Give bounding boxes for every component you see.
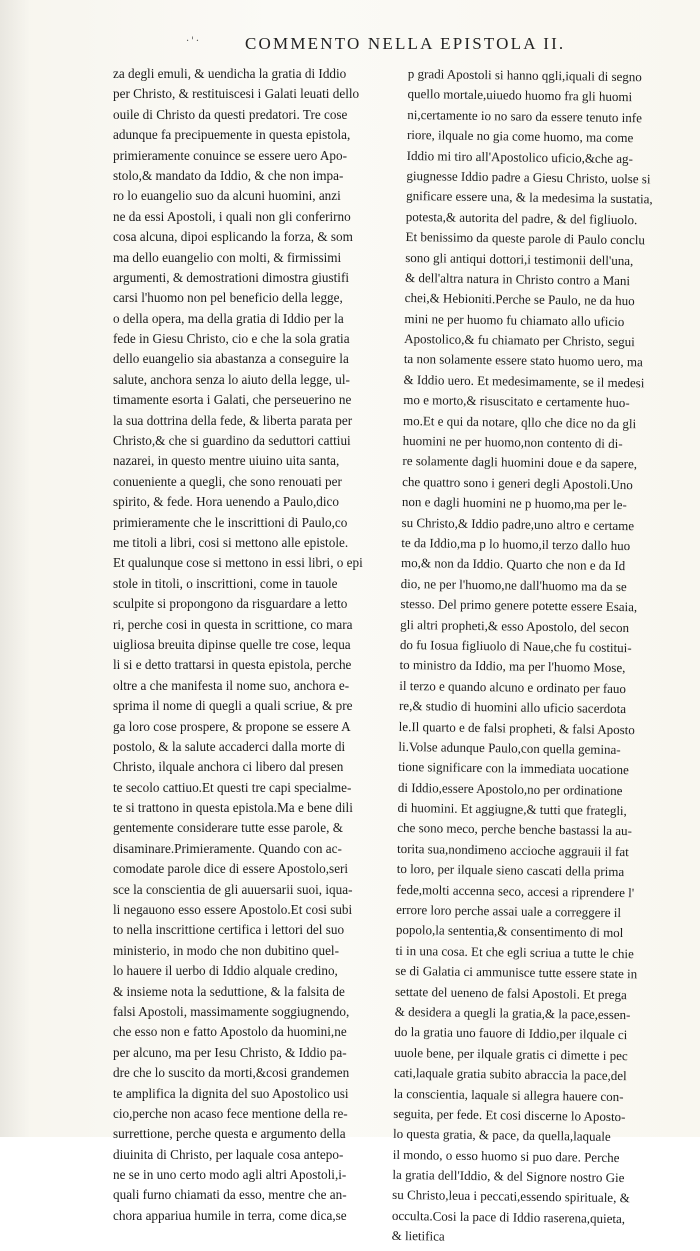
text-line: su Christo,leua i peccati,essendo spirituale, & bbox=[392, 1187, 630, 1206]
text-line: chei,& Hebioniti.Perche se Paulo, ne da huo bbox=[404, 290, 635, 309]
text-line: postolo, & la salute accaderci dalla morte di bbox=[113, 738, 346, 754]
text-line: di huomini. Et aggiugne,& tutti que frategli, bbox=[397, 799, 627, 819]
text-line: li negauono esso essere Apostolo.Et cosi subi bbox=[113, 902, 353, 918]
text-line: timamente esorta i Galati, che perseuerino ne bbox=[113, 392, 352, 408]
margin-mark: ·'· bbox=[186, 36, 202, 47]
text-line: do fu Iosua figliuolo di Naue,che fu costitui- bbox=[399, 636, 632, 656]
text-line: disaminare.Primieramente. Quando con ac- bbox=[113, 840, 342, 856]
text-line: la conscientia, laquale si allegra hauere con- bbox=[393, 1085, 624, 1104]
text-line: dio, ne per l'huomo,ne dall'huomo ma da se bbox=[400, 575, 627, 594]
text-line: quali furno chiamati da esso, mentre che an- bbox=[113, 1187, 347, 1203]
right-text-column bbox=[391, 64, 691, 1251]
text-line: dre che lo suscito da morti,&cosi grandemen bbox=[113, 1065, 350, 1081]
text-line: ri, perche cosi in questa in scrittione, co mara bbox=[113, 616, 353, 632]
text-line: & desidera a quegli la gratia,& la pace,essen- bbox=[394, 1003, 631, 1023]
text-line: uuole bene, per ilquale gratis ci dimette i pec bbox=[394, 1044, 628, 1063]
text-line: riore, ilquale no gia come huomo, ma come bbox=[406, 127, 634, 146]
text-line: di Iddio,essere Apostolo,no per ordinatione bbox=[397, 779, 623, 798]
text-line: la sua dottrina della fede, & liberta parata per bbox=[113, 412, 353, 428]
text-line: salute, anchora senza lo aiuto della legge, ul- bbox=[113, 371, 350, 387]
text-line: tione significare con la immediata uocatione bbox=[398, 759, 629, 778]
text-line: fede in Giesu Christo, cio e che la sola gratia bbox=[113, 331, 350, 347]
text-line: carsi l'huomo non pel beneficio della legge, bbox=[113, 290, 343, 306]
text-line: non e dagli huomini ne p huomo,ma per le- bbox=[401, 494, 627, 513]
text-line: cati,laquale gratia subito abraccia la pace,del bbox=[393, 1065, 627, 1084]
text-line: Et qualunque cose si mettono in essi libri, o epi bbox=[113, 555, 363, 571]
text-line: nazarei, in questo mentre uiuino uita santa, bbox=[113, 453, 340, 469]
text-line: stesso. Del primo genere potette essere Esaia, bbox=[400, 596, 638, 615]
text-line: stolo,& mandato da Iddio, & che non impa- bbox=[113, 167, 344, 183]
running-head: COMMENTO NELLA EPISTOLA II. bbox=[245, 34, 566, 53]
text-line: primieramente che le inscrittioni di Paulo,co bbox=[113, 514, 348, 530]
text-line: mo e morto,& risuscitato e certamente huo- bbox=[403, 392, 630, 411]
text-line: te secolo cattiuo.Et questi tre capi specialme- bbox=[113, 779, 352, 795]
text-line: mo,& non da Iddio. Quarto che non e da Id bbox=[400, 555, 626, 574]
text-line: p gradi Apostoli si hanno qgli,iquali di segno bbox=[407, 65, 642, 85]
text-line: chora appariua humile in terra, come dica,se bbox=[113, 1207, 347, 1223]
text-line: & dell'altra natura in Christo contro a Mani bbox=[404, 269, 631, 289]
text-line: argumenti, & demostrationi dimostra giustifi bbox=[113, 269, 350, 285]
text-line: mo.Et e qui da notare, qllo che dice no da gli bbox=[402, 412, 637, 431]
text-line: stole in titoli, o inscrittioni, come in tauole bbox=[113, 575, 338, 591]
text-line: do la gratia uno fauore di Iddio,per ilquale ci bbox=[394, 1024, 628, 1043]
gutter-shadow bbox=[0, 0, 30, 1137]
text-line: ro lo euangelio suo da alcuni huomini, anzi bbox=[113, 188, 341, 204]
text-line: ga loro cose prospere, & propone se essere A bbox=[113, 718, 351, 734]
text-line: lo questa gratia, & pace, da quella,laquale bbox=[392, 1126, 611, 1145]
text-line: che esso non e fatto Apostolo da huomini,ne bbox=[113, 1024, 347, 1040]
text-line: sculpite si propongono da risguardare a letto bbox=[113, 596, 348, 612]
text-line: fede,molti accenna seco, accesi a riprendere l' bbox=[396, 881, 635, 900]
text-line: se di Galatia ci ammunisce tutte essere state in bbox=[395, 963, 638, 982]
text-line: te amplifica la dignita del suo Apostolico usi bbox=[113, 1085, 349, 1101]
text-line: to loro, per ilquale sieno cascati della prima bbox=[396, 861, 625, 880]
text-line: sprima il nome di quegli a quali scriue, & pre bbox=[113, 698, 353, 714]
text-line: dello euangelio sia abastanza a conseguire la bbox=[113, 351, 349, 367]
text-line: diuinita di Christo, per laquale cosa antepo- bbox=[113, 1146, 344, 1162]
text-line: ta non solamente essere stato huomo uero, ma bbox=[403, 351, 643, 370]
text-line: settate del ueneno de falsi Apostoli. Et prega bbox=[394, 983, 627, 1002]
text-line: primieramente conuince se essere uero Apo- bbox=[113, 147, 347, 163]
text-line: ouile di Christo da questi predatori. Tre cose bbox=[113, 106, 348, 122]
text-line: ni,certamente io no saro da essere tenuto infe bbox=[407, 106, 643, 126]
text-line: occulta.Cosi la pace di Iddio raserena,quieta, bbox=[391, 1207, 626, 1227]
text-line: il mondo, o esso huomo si puo dare. Perche bbox=[392, 1146, 620, 1165]
text-line: spirito, & fede. Hora uenendo a Paulo,dico bbox=[113, 494, 339, 510]
text-line: cosa alcuna, dipoi esplicando la forza, & som bbox=[113, 229, 353, 245]
text-line: Apostolico,& fu chiamato per Christo, segui bbox=[404, 331, 635, 350]
text-line: potesta,& autorita del padre, & del figliuolo. bbox=[405, 208, 638, 227]
text-line: gli altri propheti,& esso Apostolo, del secon bbox=[400, 616, 630, 635]
text-line: te da Iddio,ma p lo huomo,il terzo dallo huo bbox=[401, 534, 631, 554]
text-line: & insieme nota la seduttione, & la falsita de bbox=[113, 983, 345, 999]
text-line: ma dello euangelio con molti, & firmissimi bbox=[113, 249, 342, 265]
text-line: gentemente considerare tutte esse parole, & bbox=[113, 820, 343, 836]
text-line: oltre a che manifesta il nome suo, anchora e- bbox=[113, 677, 350, 693]
text-line: & lietifica bbox=[391, 1228, 445, 1244]
text-line: il terzo e quando alcuno e ordinato per fauo bbox=[399, 677, 627, 696]
text-line: surrettione, perche questa e argumento della bbox=[113, 1126, 346, 1142]
text-line: & Iddio uero. Et medesimamente, se il medesi bbox=[403, 371, 645, 391]
text-line: torita sua,nondimeno accioche aggrauii il fat bbox=[396, 840, 629, 860]
text-line: re,& studio di huomini allo uficio sacerdota bbox=[398, 698, 627, 717]
text-line: comodate parole dice di essere Apostolo,seri bbox=[113, 861, 349, 877]
text-line: errore loro perche assai uale a correggere il bbox=[396, 901, 622, 921]
text-line: sce la conscientia de gli auuersarii suoi, iqua- bbox=[113, 881, 353, 897]
text-line: Iddio mi tiro all'Apostolico uficio,&che ag- bbox=[406, 147, 633, 166]
text-line: su Christo,& Iddio padre,uno altro e certame bbox=[401, 514, 635, 533]
text-line: lo hauere il uerbo di Iddio alquale credino, bbox=[113, 963, 338, 979]
text-line: ne da essi Apostoli, i quali non gli conferirno bbox=[113, 208, 351, 224]
text-line: li si e detto trattarsi in questa epistola, perche bbox=[113, 657, 352, 673]
text-line: re solamente dagli huomini doue e da sapere, bbox=[402, 453, 638, 472]
text-line: le.Il quarto e de falsi propheti, & falsi Aposto bbox=[398, 718, 635, 737]
text-line: conueniente a quegli, che sono renouati per bbox=[113, 473, 342, 489]
text-line: che sono meco, perche benche bastassi la au- bbox=[397, 820, 633, 839]
text-line: giugnesse Iddio padre a Giesu Christo, uolse si bbox=[406, 167, 651, 187]
text-line: ne se in uno certo modo agli altri Apostoli,i- bbox=[113, 1167, 347, 1183]
text-line: la gratia dell'Iddio, & del Signore nostro Gie bbox=[392, 1166, 625, 1186]
text-line: za degli emuli, & uendicha la gratia di Iddio bbox=[113, 66, 347, 81]
text-line: te si trattono in questa epistola.Ma e bene dili bbox=[113, 800, 353, 816]
text-line: o della opera, ma della gratia di Iddio per la bbox=[113, 310, 344, 326]
text-line: me titoli a libri, cosi si mettono alle epistole. bbox=[113, 534, 349, 550]
text-line: sono gli antiqui dottori,i testimonii dell'una, bbox=[405, 249, 634, 268]
text-line: cio,perche non acaso fece mentione della re- bbox=[113, 1105, 348, 1121]
text-line: che quattro sono i generi degli Apostoli.Uno bbox=[402, 473, 633, 492]
text-line: popolo,la sententia,& consentimento di mol bbox=[395, 922, 624, 941]
text-line: li.Volse adunque Paulo,con quella gemina- bbox=[398, 738, 621, 757]
text-line: uigliosa breuita dipinse quelle tre cose, lequa bbox=[113, 636, 351, 652]
text-line: mini ne per huomo fu chiamato allo uficio bbox=[404, 310, 625, 329]
text-line: ministerio, in modo che non dubitino quel- bbox=[113, 942, 339, 958]
text-line: ti in una cosa. Et che egli scriua a tutte le chie bbox=[395, 942, 634, 962]
text-line: seguita, per fede. Et cosi discerne lo Aposto- bbox=[393, 1105, 626, 1125]
text-line: to ministro da Iddio, ma per l'huomo Mose, bbox=[399, 657, 626, 676]
text-line: falsi Apostoli, massimamente soggiugnendo, bbox=[113, 1003, 350, 1019]
text-line: adunque fa precipuemente in questa epistola, bbox=[113, 127, 351, 143]
text-line: Christo,& che si guardino da seduttori cattiui bbox=[113, 433, 351, 449]
text-line: quello mortale,uiuedo huomo fra gli huomi bbox=[407, 86, 633, 105]
text-line: to nella inscrittione certifica i lettori del suo bbox=[113, 922, 345, 938]
text-line: huomini ne per huomo,non contento di di- bbox=[402, 432, 623, 452]
left-text-column bbox=[113, 64, 403, 1226]
text-line: per Christo, & restituiscesi i Galati leuati dello bbox=[113, 86, 360, 102]
text-line: Et benissimo da queste parole di Paulo conclu bbox=[405, 229, 646, 248]
text-line: Christo, ilquale anchora ci libero dal presen bbox=[113, 759, 344, 775]
text-line: per alcuno, ma per Iesu Christo, & Iddio pa- bbox=[113, 1044, 347, 1060]
text-line: gnificare essere una, & la medesima la sustatia, bbox=[406, 188, 653, 207]
